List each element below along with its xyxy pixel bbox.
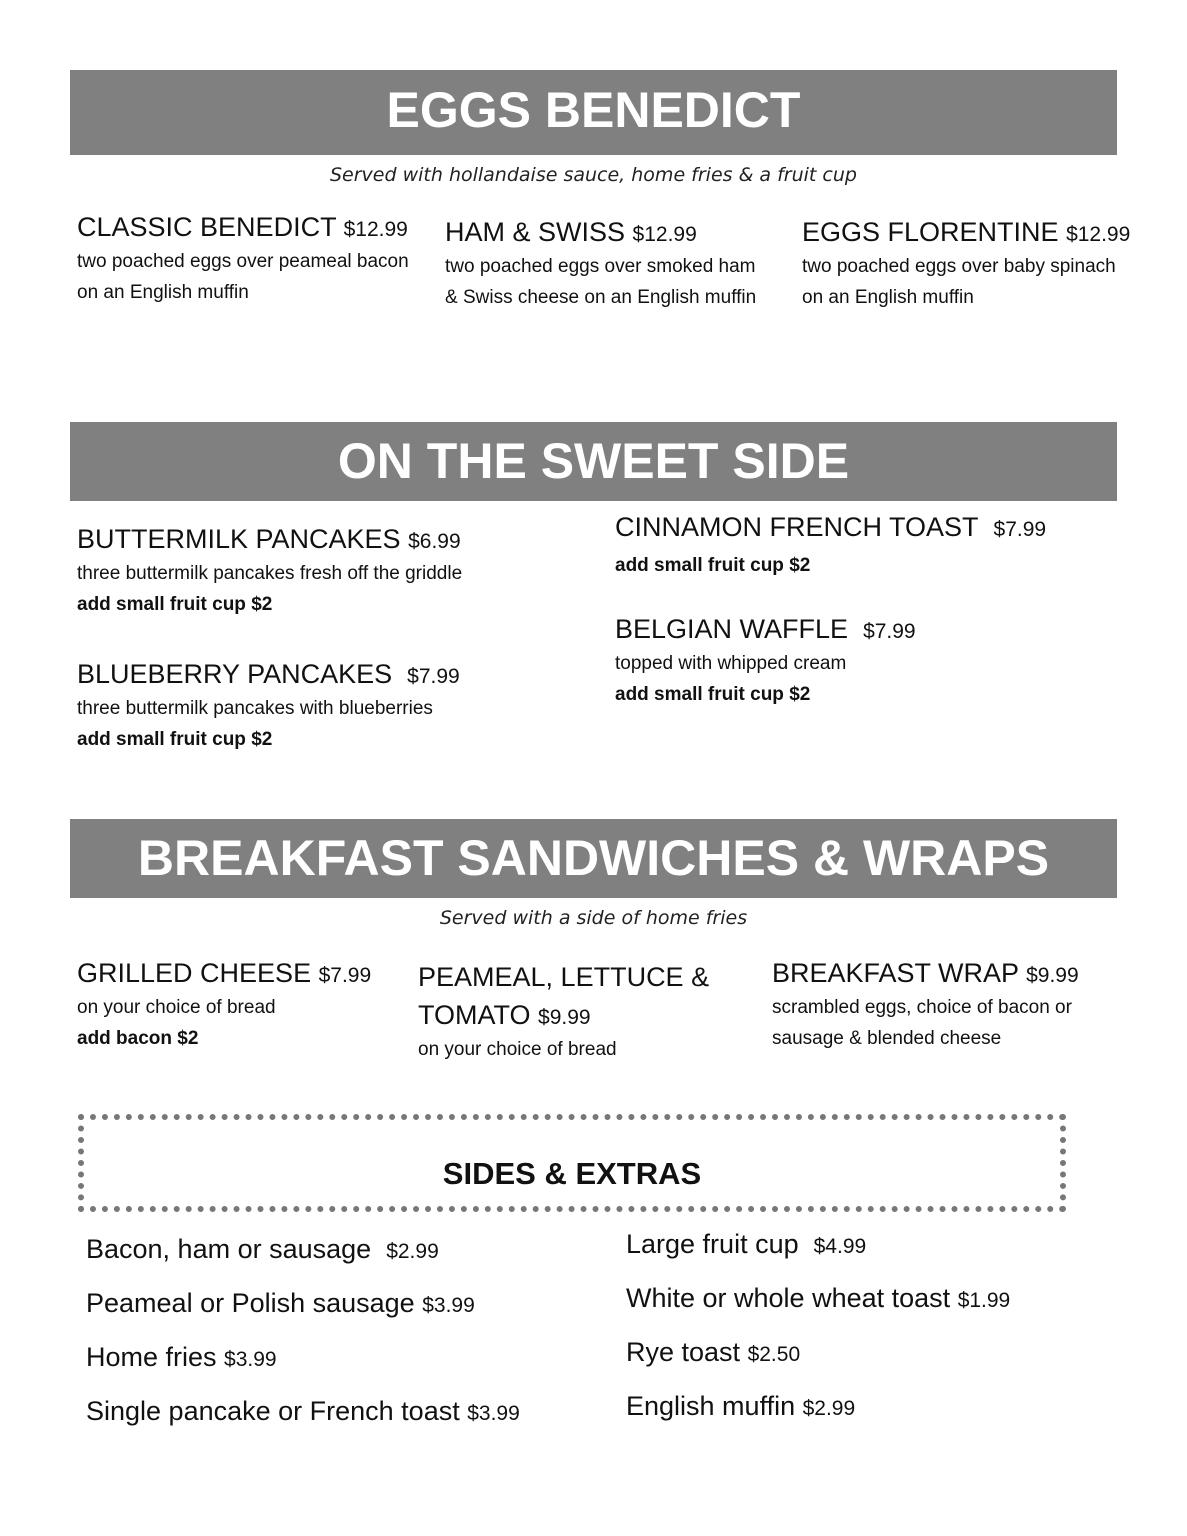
- section-subtitle-eggs-benedict: Served with hollandaise sauce, home fries & a fruit cup: [330, 164, 857, 186]
- menu-item-cinnamon-french-toast: [615, 511, 1046, 581]
- item-name: BUTTERMILK PANCAKES: [77, 524, 401, 554]
- item-price: $7.99: [318, 964, 372, 987]
- item-description: two poached eggs over baby spinach: [802, 256, 1116, 277]
- sides-title: SIDES & EXTRAS: [442, 1156, 702, 1191]
- section-title-sweet-side: ON THE SWEET SIDE: [70, 422, 1117, 501]
- item-description: on your choice of bread: [77, 997, 276, 1018]
- item-description: scrambled eggs, choice of bacon or: [772, 997, 1072, 1018]
- menu-item-peameal-lettuce-tomato: [418, 956, 709, 1065]
- side-item: English muffin $2.99: [626, 1391, 856, 1421]
- item-name: CLASSIC BENEDICT: [77, 212, 337, 242]
- item-addon: add small fruit cup $2: [77, 729, 273, 750]
- item-name: PEAMEAL, LETTUCE &: [418, 962, 710, 992]
- item-description: topped with whipped cream: [615, 653, 847, 674]
- menu-item-ham-swiss: [445, 216, 756, 313]
- menu-item-eggs-florentine: [802, 216, 1130, 313]
- item-price: $7.99: [993, 518, 1047, 541]
- item-price: $7.99: [863, 620, 916, 643]
- section-title-sandwiches: BREAKFAST SANDWICHES & WRAPS: [70, 819, 1117, 898]
- side-item: Home fries $3.99: [86, 1342, 277, 1372]
- item-price: $9.99: [1026, 964, 1079, 987]
- item-description: two poached eggs over peameal bacon: [77, 251, 409, 272]
- section-subtitle-sandwiches: Served with a side of home fries: [439, 907, 748, 929]
- menu-item-blueberry-pancakes: [77, 658, 460, 755]
- item-addon: add small fruit cup $2: [615, 555, 811, 576]
- menu-item-grilled-cheese: [77, 957, 371, 1054]
- item-addon: add small fruit cup $2: [77, 594, 273, 615]
- side-item: Bacon, ham or sausage $2.99: [86, 1234, 439, 1264]
- item-addon: add bacon $2: [77, 1028, 199, 1049]
- item-name: CINNAMON FRENCH TOAST: [615, 512, 979, 542]
- section-title-eggs-benedict: EGGS BENEDICT: [70, 70, 1117, 155]
- item-price: $7.99: [407, 665, 460, 688]
- item-price: $12.99: [343, 218, 408, 241]
- side-item: White or whole wheat toast $1.99: [626, 1283, 1011, 1313]
- side-item: Large fruit cup $4.99: [626, 1229, 867, 1259]
- item-description: on an English muffin: [77, 282, 249, 303]
- menu-item-classic-benedict: [77, 211, 409, 308]
- item-name: BREAKFAST WRAP: [772, 958, 1019, 988]
- item-description: sausage & blended cheese: [772, 1028, 1002, 1049]
- item-description: two poached eggs over smoked ham: [445, 256, 756, 277]
- item-name: EGGS FLORENTINE: [802, 217, 1059, 247]
- item-name: BLUEBERRY PANCAKES: [77, 659, 393, 689]
- menu-item-buttermilk-pancakes: [77, 523, 462, 620]
- item-description: on your choice of bread: [418, 1039, 617, 1060]
- item-description: on an English muffin: [802, 287, 974, 308]
- side-item: Single pancake or French toast $3.99: [86, 1396, 520, 1426]
- item-name: TOMATO: [418, 1000, 531, 1030]
- item-price: $12.99: [1066, 223, 1131, 246]
- item-name: BELGIAN WAFFLE: [615, 614, 849, 644]
- item-name: GRILLED CHEESE: [77, 958, 312, 988]
- item-price: $12.99: [632, 223, 697, 246]
- item-addon: add small fruit cup $2: [615, 684, 811, 705]
- sides-box: [78, 1114, 1066, 1212]
- item-price: $6.99: [408, 530, 461, 553]
- menu-item-breakfast-wrap: [772, 957, 1079, 1054]
- item-description: three buttermilk pancakes with blueberries: [77, 698, 433, 719]
- menu-item-belgian-waffle: [615, 613, 916, 710]
- side-item: Peameal or Polish sausage $3.99: [86, 1288, 475, 1318]
- item-description: three buttermilk pancakes fresh off the griddle: [77, 563, 463, 584]
- side-item: Rye toast $2.50: [626, 1337, 801, 1367]
- item-price: $9.99: [538, 1006, 591, 1029]
- item-name: HAM & SWISS: [445, 217, 626, 247]
- item-description: & Swiss cheese on an English muffin: [445, 287, 757, 308]
